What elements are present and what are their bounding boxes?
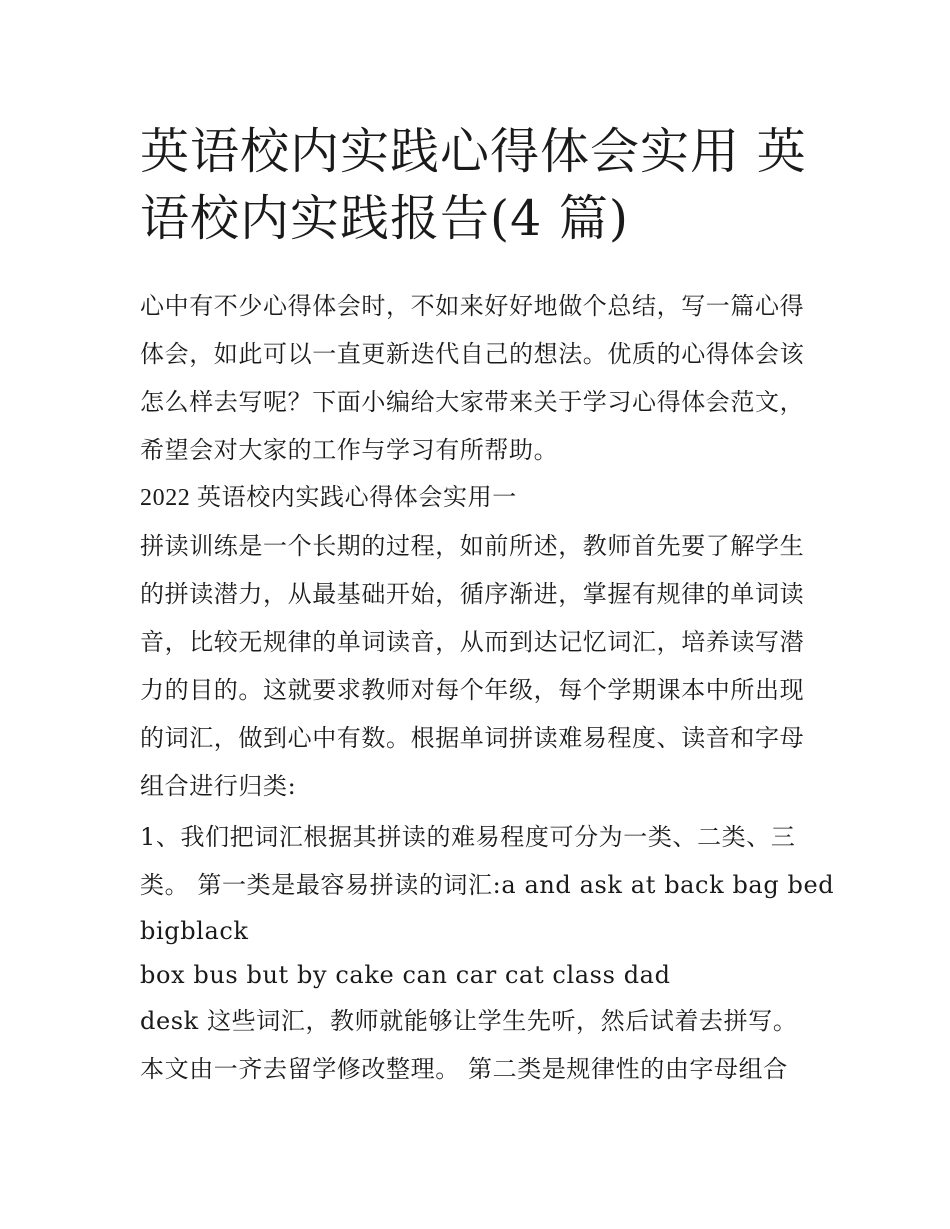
body-line: 拼读训练是一个长期的过程，如前所述，教师首先要了解学生 [140, 532, 805, 560]
intro-line: 体会，如此可以一直更新迭代自己的想法。优质的心得体会该 [140, 340, 805, 368]
title-line-1: 英语校内实践心得体会实用 英 [140, 123, 807, 180]
intro-line: 怎么样去写呢？下面小编给大家带来关于学习心得体会范文， [140, 388, 805, 416]
title-line-2: 语校内实践报告(4 篇) [140, 190, 629, 247]
body-line: 组合进行归类: [140, 772, 297, 800]
body-line: 的拼读潜力，从最基础开始，循序渐进，掌握有规律的单词读 [140, 580, 805, 608]
intro-line: 希望会对大家的工作与学习有所帮助。 [140, 436, 559, 464]
body-paragraph [140, 522, 815, 810]
list-line: desk 这些词汇，教师就能够让学生先听，然后试着去拼写。 [140, 1007, 798, 1035]
list-line: 1、我们把词汇根据其拼读的难易程度可分为一类、二类、三 [140, 823, 796, 851]
document-title [140, 0, 815, 252]
list-line: box bus but by cake can car cat class dad [140, 961, 671, 989]
list-line: 类。 第一类是最容易拼读的词汇:a and ask at back bag bed [140, 871, 835, 899]
intro-line: 心中有不少心得体会时，不如来好好地做个总结，写一篇心得 [140, 292, 805, 320]
body-line: 力的目的。这就要求教师对每个年级，每个学期课本中所出现 [140, 676, 805, 704]
list-paragraph [140, 813, 835, 1093]
body-line: 的词汇，做到心中有数。根据单词拼读难易程度、读音和字母 [140, 724, 805, 752]
section-heading-text: 2022 英语校内实践心得体会实用一 [140, 485, 517, 511]
list-line: bigblack [140, 917, 249, 945]
document-page [140, 0, 835, 1093]
body-line: 音，比较无规律的单词读音，从而到达记忆词汇，培养读写潜 [140, 628, 805, 656]
list-line: 本文由一齐去留学修改整理。 第二类是规律性的由字母组合 [140, 1055, 788, 1083]
intro-paragraph [140, 282, 815, 474]
section-heading [140, 474, 815, 522]
